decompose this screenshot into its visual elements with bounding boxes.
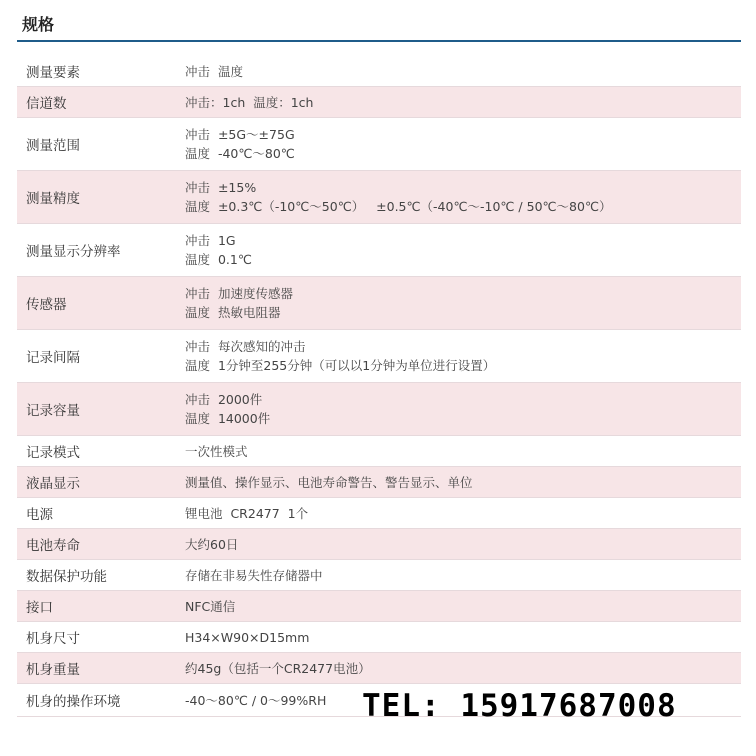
- spec-value-line: 锂电池 CR2477 1个: [185, 505, 309, 521]
- spec-value: [185, 597, 741, 616]
- spec-value-line: 冲击 2000件: [185, 392, 263, 407]
- spec-row: [17, 622, 741, 653]
- spec-label: 记录模式: [26, 445, 80, 461]
- spec-row: [17, 56, 741, 87]
- spec-label: 接口: [26, 600, 53, 616]
- spec-label: 信道数: [26, 96, 67, 112]
- spec-label: 记录容量: [26, 403, 80, 419]
- spec-value: [185, 390, 741, 428]
- spec-value-line: 冲击：1ch 温度：1ch: [185, 94, 314, 110]
- spec-value-line: 冲击 每次感知的冲击: [185, 339, 306, 354]
- spec-value-line: 温度 0.1℃: [185, 252, 252, 267]
- spec-label: 测量精度: [26, 191, 80, 207]
- spec-value-line: 冲击 加速度传感器: [185, 286, 293, 301]
- spec-value-line: 冲击 ±15%: [185, 180, 257, 195]
- spec-value: [185, 231, 741, 269]
- spec-table: [17, 56, 741, 717]
- contact-phone: TEL: 15917687008: [362, 688, 677, 724]
- spec-value-line: 一次性模式: [185, 443, 248, 459]
- spec-row: [17, 277, 741, 330]
- spec-value-line: 温度 1分钟至255分钟（可以以1分钟为单位进行设置）: [185, 358, 496, 373]
- spec-header: [0, 0, 756, 44]
- spec-value-line: 冲击 1G: [185, 233, 236, 248]
- spec-value-line: 约45g（包括一个CR2477电池）: [185, 660, 371, 676]
- spec-value: [185, 284, 741, 322]
- spec-row: [17, 224, 741, 277]
- spec-label: 机身重量: [26, 662, 80, 678]
- spec-value: [185, 566, 741, 585]
- spec-value: [185, 628, 741, 647]
- spec-row: [17, 498, 741, 529]
- spec-value: [185, 62, 741, 81]
- spec-value: [185, 93, 741, 112]
- spec-value: [185, 535, 741, 554]
- spec-value: [185, 125, 741, 163]
- spec-row: [17, 467, 741, 498]
- spec-label: 测量显示分辨率: [26, 244, 121, 260]
- spec-value: [185, 337, 741, 375]
- spec-row: [17, 653, 741, 684]
- spec-row: [17, 436, 741, 467]
- spec-value-line: 温度 -40℃～80℃: [185, 146, 295, 161]
- spec-label: 机身尺寸: [26, 631, 80, 647]
- spec-label: 记录间隔: [26, 350, 80, 366]
- spec-row: [17, 529, 741, 560]
- spec-value-line: 大约60日: [185, 536, 239, 552]
- spec-row: [17, 591, 741, 622]
- spec-label: 测量要素: [26, 65, 80, 81]
- spec-value: [185, 473, 741, 492]
- spec-label: 机身的操作环境: [26, 694, 121, 710]
- spec-value: [185, 504, 741, 523]
- spec-value-line: 冲击 ±5G～±75G: [185, 127, 295, 142]
- spec-value-line: 温度 热敏电阻器: [185, 305, 281, 320]
- spec-row: [17, 171, 741, 224]
- spec-row: [17, 87, 741, 118]
- spec-value-line: NFC通信: [185, 598, 236, 614]
- spec-label: 电池寿命: [26, 538, 80, 554]
- spec-value-line: 冲击 温度: [185, 63, 243, 79]
- spec-value: [185, 442, 741, 461]
- spec-value-line: 温度 ±0.3℃（-10℃～50℃） ±0.5℃（-40℃～-10℃ / 50℃～80℃）: [185, 199, 612, 214]
- spec-value-line: H34×W90×D15mm: [185, 629, 310, 645]
- spec-label: 电源: [26, 507, 53, 523]
- spec-row: [17, 118, 741, 171]
- spec-value-line: 温度 14000件: [185, 411, 271, 426]
- spec-value: [185, 178, 741, 216]
- page-title: 规格: [22, 15, 55, 34]
- spec-label: 传感器: [26, 297, 67, 313]
- spec-label: 数据保护功能: [26, 569, 107, 585]
- spec-row: [17, 560, 741, 591]
- spec-row: [17, 330, 741, 383]
- spec-value-line: 存储在非易失性存储器中: [185, 567, 323, 583]
- spec-label: 测量范围: [26, 138, 80, 154]
- spec-label: 液晶显示: [26, 476, 80, 492]
- spec-value-line: 测量值、操作显示、电池寿命警告、警告显示、单位: [185, 474, 473, 490]
- spec-value: [185, 659, 741, 678]
- spec-value-line: -40～80℃ / 0～99%RH: [185, 692, 327, 708]
- title-divider: [17, 40, 741, 42]
- spec-row: [17, 383, 741, 436]
